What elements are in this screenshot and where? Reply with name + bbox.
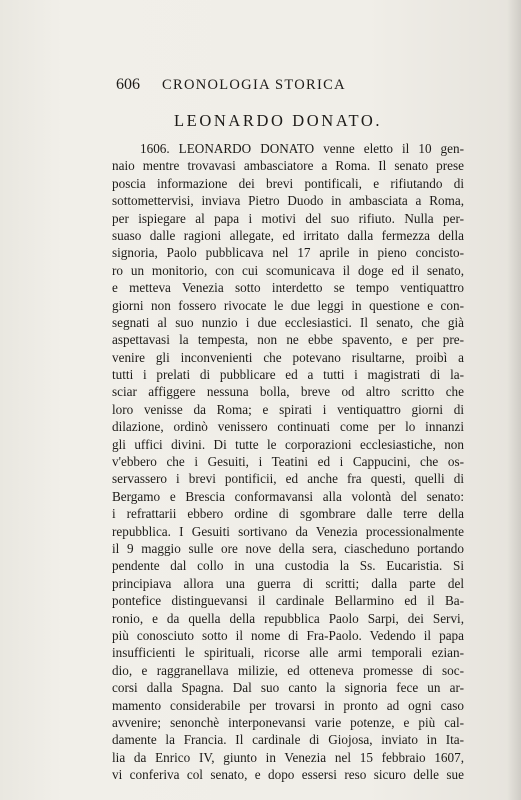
text-line: e metteva Venezia sotto interdetto se tempo ventiquattro [112, 280, 464, 296]
text-line: v'ebbero che i Gesuiti, i Teatini ed i Cappucini, che os- [112, 454, 464, 470]
text-line: corsi dalla Spagna. Dal suo canto la signoria fece un ar- [112, 680, 464, 696]
text-line: signoria, Paolo pubblicava nel 17 aprile in pieno concisto- [112, 245, 464, 261]
text-line: pontefice distinguevansi il cardinale Bellarmino ed il Ba- [112, 593, 464, 609]
body-paragraph [112, 140, 464, 783]
text-line: lia da Enrico IV, giunto in Venezia nel 15 febbraio 1607, [112, 749, 464, 765]
section-title: LEONARDO DONATO. [174, 111, 383, 130]
text-line: aspettavasi la tempesta, non ne ebbe spavento, e per pre- [112, 332, 464, 348]
text-line: mamento considerabile per trovarsi in pronto ad ogni caso [112, 697, 464, 713]
page-number: 606 [116, 76, 140, 93]
text-line: ro un monitorio, con cui scomunicava il doge ed il senato, [112, 262, 464, 278]
text-line: repubblica. I Gesuiti sortivano da Venezia processionalmente [112, 523, 464, 539]
running-head: CRONOLOGIA STORICA [162, 77, 346, 93]
text-line: sottomettervisi, inviava Pietro Duodo in ambasciata a Roma, [112, 193, 464, 209]
text-line: dilazione, ordinò venissero continuati come per lo innanzi [112, 419, 464, 435]
text-line: principiava allora una guerra di scritti; dalla parte del [112, 575, 464, 591]
text-line: poscia informazione dei brevi pontificali, e rifiutando di [112, 175, 464, 191]
text-line: 1606. LEONARDO DONATO venne eletto il 10 gen- [140, 141, 464, 156]
text-line: per ispiegare al papa i motivi del suo rifiuto. Nulla per- [112, 210, 464, 226]
text-line: il 9 maggio sulle ore nove della sera, ciascheduno portando [112, 540, 464, 556]
text-line: gli uffici divini. Di tutte le corporazioni ecclesiastiche, non [112, 436, 464, 452]
text-line: i refrattarii ebbero ordine di sgombrare dalle terre della [112, 506, 464, 522]
text-line: Bergamo e Brescia conformavansi alla volontà del senato: [112, 488, 464, 504]
text-line: damente la Francia. Il cardinale di Giojosa, inviato in Ita- [112, 732, 464, 748]
text-line: venire gli inconvenienti che potevano risultarne, proibì a [112, 349, 464, 365]
text-line: segnati al suo nunzio i due ecclesiastici. Il senato, che già [112, 314, 464, 330]
text-line: suaso dalle ragioni allegate, ed irritato dalla fermezza della [112, 227, 464, 243]
text-line: servassero i brevi pontificii, ed anche fra questi, quelli di [112, 471, 464, 487]
page-edge-shadow [507, 0, 521, 800]
text-line: sciar affiggere nessuna bolla, breve od altro scritto che [112, 384, 464, 400]
text-line: naio mentre trovavasi ambasciatore a Roma. Il senato prese [112, 158, 464, 174]
text-line: loro venisse da Roma; e spirati i ventiquattro giorni di [112, 401, 464, 417]
text-line: dio, e raggranellava milizie, ed otteneva promesse di soc- [112, 662, 464, 678]
text-line: tutti i prelati di pubblicare ed a tutti i magistrati di la- [112, 367, 464, 383]
text-line: avvenire; senonchè interponevansi varie potenze, e più cal- [112, 714, 464, 730]
text-line: pendente dal collo in una custodia la Ss. Eucaristia. Si [112, 558, 464, 574]
text-line: ronio, e da quella della repubblica Paolo Sarpi, dei Servi, [112, 610, 464, 626]
text-line: giorni non fossero rivocate le due leggi in questione e con- [112, 297, 464, 313]
text-line: insufficienti le spirituali, ricorse alle armi temporali ezian- [112, 645, 464, 661]
text-line: più conosciuto sotto il nome di Fra-Paolo. Vedendo il papa [112, 627, 464, 643]
page-header [116, 76, 416, 96]
text-line: vi conferiva col senato, e dopo essersi reso sicuro delle sue [112, 767, 464, 783]
